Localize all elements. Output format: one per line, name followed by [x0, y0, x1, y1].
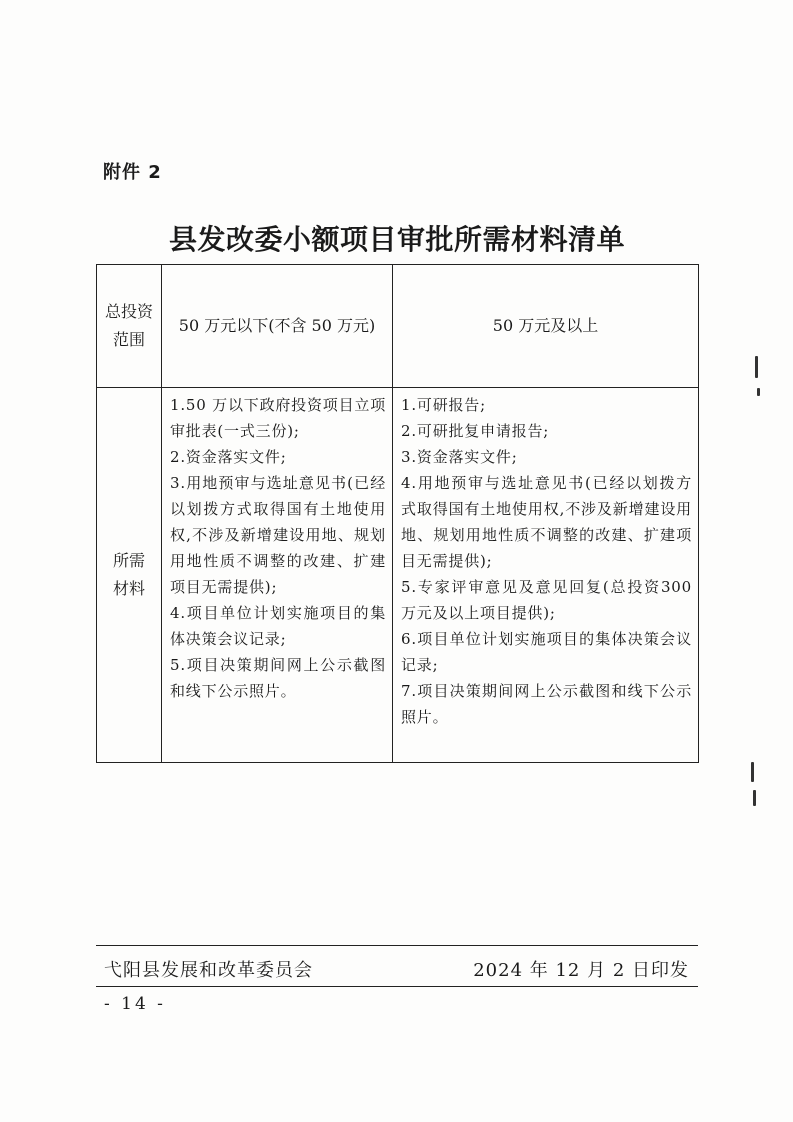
list-item: 2.资金落实文件; [170, 448, 287, 466]
list-item: 1.可研报告; [401, 396, 486, 414]
table-materials-row [97, 388, 699, 763]
list-item: 2.可研批复申请报告; [401, 422, 550, 440]
table-header-row [97, 265, 699, 388]
scan-artifact [751, 762, 754, 782]
footer-top-rule [96, 945, 698, 946]
column-header-under-50: 50 万元以下(不含 50 万元) [162, 265, 393, 388]
header-row-label [97, 265, 162, 388]
list-item: 3.用地预审与选址意见书(已经以划拨方式取得国有土地使用权,不涉及新增建设用地、规划用地性质不调整的改建、扩建项目无需提供); [170, 474, 386, 596]
column-header-50-and-above: 50 万元及以上 [393, 265, 699, 388]
attachment-label: 附件 2 [103, 162, 162, 183]
list-item: 6.项目单位计划实施项目的集体决策会议记录; [401, 630, 692, 674]
list-item: 3.资金落实文件; [401, 448, 518, 466]
list-item: 5.项目决策期间网上公示截图和线下公示照片。 [170, 656, 386, 700]
scan-artifact [755, 356, 758, 378]
list-item: 4.用地预审与选址意见书(已经以划拨方式取得国有土地使用权,不涉及新增建设用地、规划用地性质不调整的改建、扩建项目无需提供); [401, 474, 692, 570]
issuer-name: 弋阳县发展和改革委员会 [104, 960, 313, 981]
header-row-label-line: 范围 [112, 330, 145, 349]
issue-date: 2024 年 12 月 2 日印发 [473, 960, 689, 981]
small-materials-cell [162, 388, 393, 763]
page-number: - 14 - [104, 994, 166, 1014]
scan-artifact [753, 790, 756, 806]
header-row-label-line: 总投资 [104, 302, 153, 321]
list-item: 7.项目决策期间网上公示截图和线下公示照片。 [401, 682, 692, 726]
footer-bottom-rule [96, 986, 698, 987]
materials-row-label [97, 388, 162, 763]
materials-row-label-line: 所需 [112, 551, 145, 570]
scan-artifact [757, 388, 760, 396]
materials-row-label-line: 材料 [112, 579, 145, 598]
list-item: 5.专家评审意见及意见回复(总投资300 万元及以上项目提供); [401, 578, 692, 622]
list-item: 4.项目单位计划实施项目的集体决策会议记录; [170, 604, 386, 648]
materials-table [96, 264, 699, 763]
large-materials-cell [393, 388, 699, 763]
document-title: 县发改委小额项目审批所需材料清单 [168, 223, 625, 256]
list-item: 1.50 万以下政府投资项目立项审批表(一式三份); [170, 396, 386, 440]
